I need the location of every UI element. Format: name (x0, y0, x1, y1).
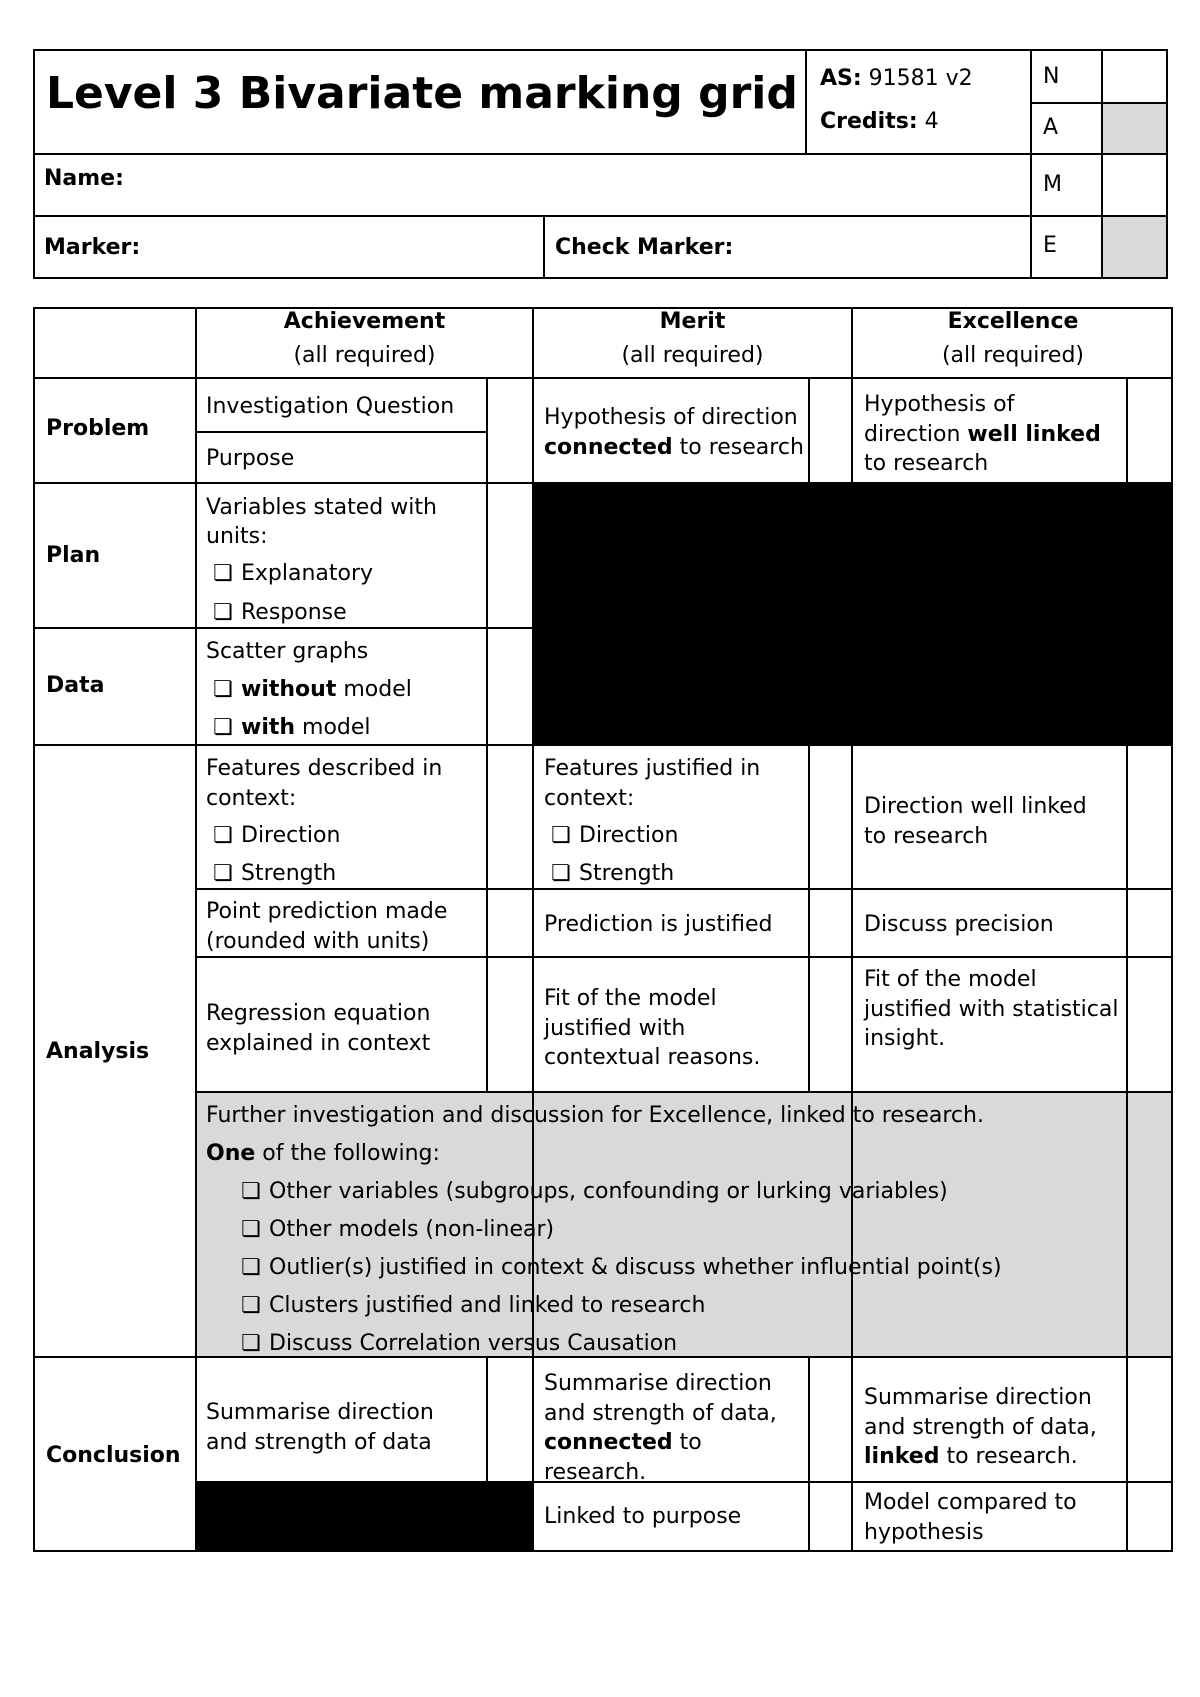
criterion-text: research. (544, 1460, 647, 1485)
checkbox-icon: ❏ (241, 1293, 261, 1318)
checklist-label: Discuss Correlation versus Causation (269, 1331, 678, 1356)
emphasis: connected (544, 435, 673, 460)
header-rule (1031, 102, 1168, 104)
grid-rule (486, 1357, 488, 1482)
col-header-merit: Merit (659, 309, 726, 334)
grid-rule (195, 307, 197, 1552)
grid-rule (33, 377, 1173, 379)
row-label-data: Data (46, 673, 105, 698)
header-rule (543, 215, 545, 279)
checkbox-icon: ❏ (241, 1331, 261, 1356)
criterion-text: Further investigation and discussion for Excellence, linked to research. (206, 1103, 984, 1128)
criterion-text: to research (864, 451, 989, 476)
credits-label: Credits: (820, 109, 918, 134)
criterion-text: Summarise direction (864, 1385, 1092, 1410)
checklist-item (241, 1329, 677, 1359)
checklist-item (241, 1253, 1002, 1283)
criterion-text (864, 1442, 1078, 1472)
checkbox-icon: ❏ (241, 1217, 261, 1242)
grade-n-label: N (1043, 64, 1060, 89)
criterion-text: Summarise direction (206, 1400, 434, 1425)
checklist-label: model (336, 677, 412, 702)
grid-rule (33, 744, 1173, 746)
page-title: Level 3 Bivariate marking grid (46, 68, 798, 119)
criterion-text: context: (544, 786, 635, 811)
checkbox-icon: ❏ (213, 823, 233, 848)
grid-rule (486, 483, 488, 745)
emphasis: One (206, 1141, 256, 1166)
credits-value: 4 (924, 109, 939, 134)
checklist-item (213, 859, 336, 889)
emphasis: well linked (967, 422, 1101, 447)
criterion-text: justified with (544, 1016, 686, 1041)
criterion-text: Regression equation (206, 1001, 431, 1026)
grade-m-label: M (1043, 172, 1062, 197)
criterion-text: and strength of data (206, 1430, 432, 1455)
checklist-label: Clusters justified and linked to research (269, 1293, 706, 1318)
checklist-label: Direction (579, 823, 679, 848)
criterion-text: Fit of the model (544, 986, 717, 1011)
grid-rule (851, 307, 853, 1552)
grid-rule (1126, 1357, 1128, 1552)
criterion-text: units: (206, 524, 268, 549)
criterion-text: context: (206, 786, 297, 811)
checklist-label: Strength (241, 861, 337, 886)
header-rule (805, 49, 807, 155)
criterion-text: Features described in (206, 756, 443, 781)
checklist-item (213, 821, 340, 851)
checklist-item (551, 821, 678, 851)
criterion-text: Variables stated with (206, 495, 437, 520)
emphasis: linked (864, 1444, 940, 1469)
checklist-label: Strength (579, 861, 675, 886)
checklist-label: Other models (non-linear) (269, 1217, 555, 1242)
grid-rule (808, 1357, 810, 1552)
checklist-label: Outlier(s) justified in context & discuss whether influential point(s) (269, 1255, 1002, 1280)
as-value: 91581 v2 (868, 66, 973, 91)
checkbox-icon: ❏ (551, 823, 571, 848)
criterion-text (544, 1428, 702, 1458)
grid-rule (195, 1481, 1173, 1483)
row-label-conclusion: Conclusion (46, 1443, 181, 1468)
checklist-label: Response (241, 600, 347, 625)
criterion-text: and strength of data, (544, 1401, 777, 1426)
checklist-item (551, 859, 674, 889)
criterion-text: Prediction is justified (544, 912, 773, 937)
criterion-text: and strength of data, (864, 1415, 1097, 1440)
checklist-item (213, 675, 412, 705)
grid-rule (195, 1091, 1173, 1093)
as-label: AS: (820, 66, 862, 91)
checklist-item (241, 1215, 554, 1245)
grid-rule (486, 745, 488, 1092)
checkbox-icon: ❏ (213, 861, 233, 886)
marker-label: Marker: (44, 235, 141, 260)
grid-rule (808, 745, 810, 1092)
criterion-text: justified with statistical (864, 997, 1119, 1022)
checklist-item (213, 559, 373, 589)
checkbox-icon: ❏ (213, 677, 233, 702)
emphasis: with (241, 715, 296, 740)
criterion-text: to research (864, 824, 989, 849)
grade-e-label: E (1043, 233, 1057, 258)
col-header-excellence: Excellence (947, 309, 1079, 334)
checklist-label: Explanatory (241, 561, 374, 586)
grid-rule (33, 482, 1173, 484)
checkbox-icon: ❏ (213, 561, 233, 586)
checkbox-icon: ❏ (551, 861, 571, 886)
checklist-item (213, 598, 347, 628)
header-rule (33, 153, 1168, 155)
checklist-item (241, 1177, 948, 1207)
checklist-label: Other variables (subgroups, confounding or lurking variables) (269, 1179, 948, 1204)
criterion-text: Purpose (206, 446, 295, 471)
criterion-text: Investigation Question (206, 394, 455, 419)
col-subheader: (all required) (941, 343, 1085, 368)
criterion-text: Fit of the model (864, 967, 1037, 992)
row-label-plan: Plan (46, 543, 101, 568)
criterion-text: Model compared to (864, 1490, 1077, 1515)
criterion-text: Scatter graphs (206, 639, 369, 664)
grid-rule (195, 888, 1173, 890)
checklist-item (241, 1291, 705, 1321)
checkbox-icon: ❏ (241, 1179, 261, 1204)
criterion-text: of the following: (255, 1141, 440, 1166)
criterion-text: to (672, 1430, 702, 1455)
criterion-text: Summarise direction (544, 1371, 772, 1396)
row-label-problem: Problem (46, 416, 150, 441)
criterion-text: Discuss precision (864, 912, 1054, 937)
header-rule (1101, 49, 1103, 279)
criterion-text: explained in context (206, 1031, 431, 1056)
criterion-text (544, 433, 804, 463)
criterion-text: Features justified in (544, 756, 761, 781)
header-rule (1030, 49, 1032, 279)
grid-rule (808, 378, 810, 483)
grade-a-label: A (1043, 115, 1059, 140)
credits (820, 107, 939, 137)
criterion-text: to research. (939, 1444, 1078, 1469)
checklist-label: model (295, 715, 371, 740)
as-number (820, 64, 973, 94)
checkbox-icon: ❏ (213, 715, 233, 740)
header-rule (33, 215, 1168, 217)
criterion-text: Direction well linked (864, 794, 1087, 819)
checklist-item (213, 713, 371, 743)
criterion-text: contextual reasons. (544, 1045, 761, 1070)
name-label: Name: (44, 166, 124, 191)
grid-rule (532, 307, 534, 1552)
criterion-text: direction (864, 422, 968, 447)
checklist-label: Direction (241, 823, 341, 848)
criterion-text (864, 420, 1101, 450)
criterion-text: Linked to purpose (544, 1504, 742, 1529)
grid-rule (195, 431, 488, 433)
criterion-text (206, 1139, 440, 1169)
criterion-text: Point prediction made (206, 899, 448, 924)
criterion-text: Hypothesis of direction (544, 405, 798, 430)
criterion-text: to research (672, 435, 804, 460)
criterion-text: hypothesis (864, 1520, 984, 1545)
criterion-text: (rounded with units) (206, 929, 430, 954)
emphasis: without (241, 677, 337, 702)
checkbox-icon: ❏ (213, 600, 233, 625)
check-marker-label: Check Marker: (555, 235, 734, 260)
col-subheader: (all required) (621, 343, 764, 368)
emphasis: connected (544, 1430, 673, 1455)
grid-rule (1126, 745, 1128, 1357)
criterion-text: Hypothesis of (864, 392, 1015, 417)
col-subheader: (all required) (293, 343, 436, 368)
row-label-analysis: Analysis (46, 1039, 150, 1064)
criterion-text: insight. (864, 1026, 946, 1051)
grid-rule (1126, 378, 1128, 483)
checkbox-icon: ❏ (241, 1255, 261, 1280)
col-header-achievement: Achievement (283, 309, 446, 334)
